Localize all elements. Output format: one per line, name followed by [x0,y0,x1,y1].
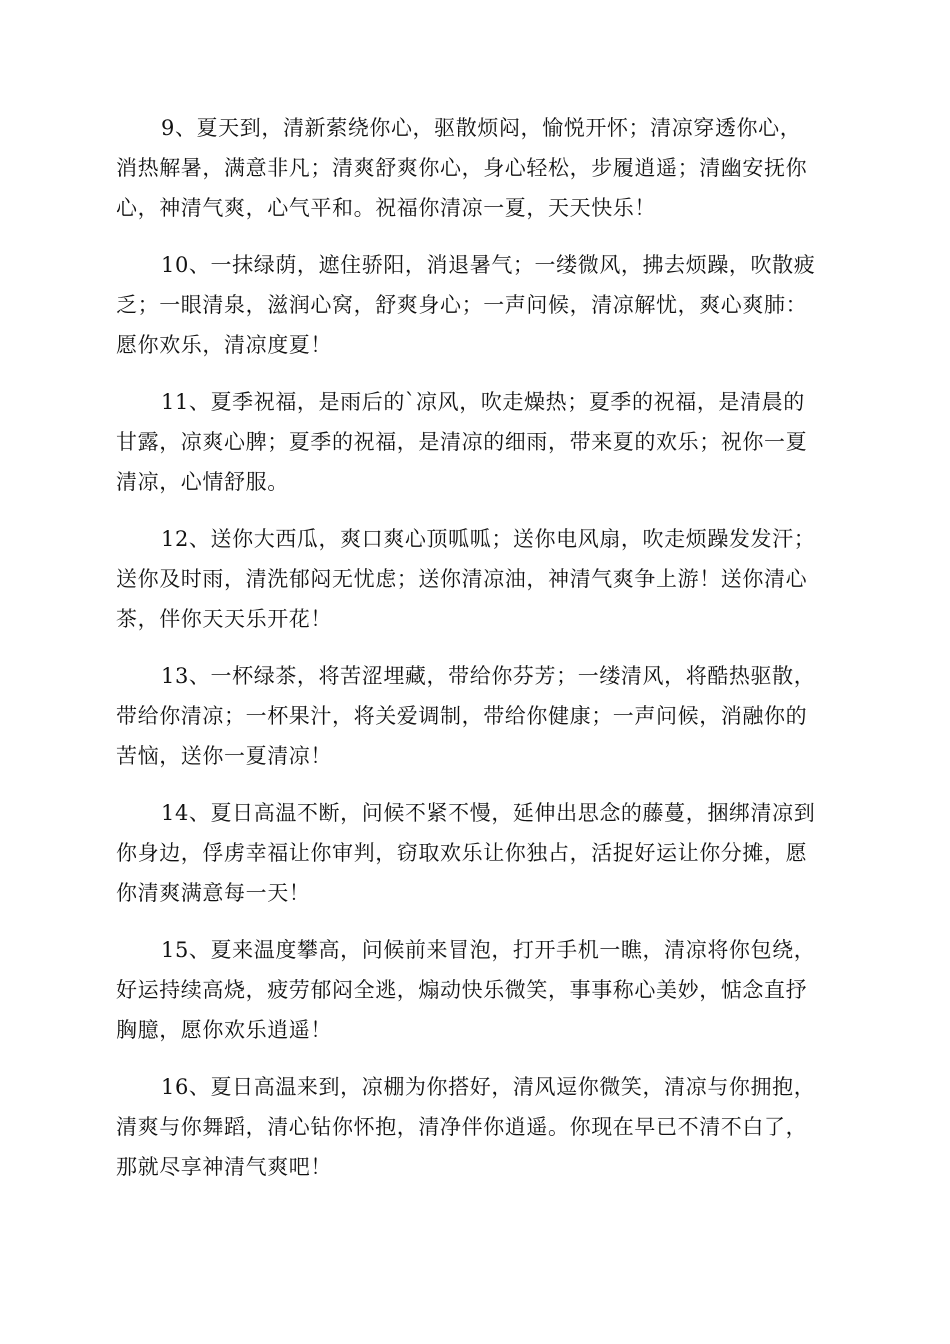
paragraph-line: 心，神清气爽，心气平和。祝福你清凉一夏，天天快乐！ [116,196,656,220]
paragraph-line: 带给你清凉；一杯果汁，将关爱调制，带给你健康；一声问候，消融你的 [116,704,808,728]
paragraph-line: 送你及时雨，清洗郁闷无忧虑；送你清凉油，神清气爽争上游！送你清心 [116,567,808,591]
paragraph-line: 12、送你大西瓜，爽口爽心顶呱呱；送你电风扇，吹走烦躁发发汗； [161,527,816,551]
paragraph-line: 13、一杯绿茶，将苦涩埋藏，带给你芬芳；一缕清风，将酷热驱散， [161,664,816,688]
paragraph-line: 甘露，凉爽心脾；夏季的祝福，是清凉的细雨，带来夏的欢乐；祝你一夏 [116,430,808,454]
paragraph-line: 苦恼，送你一夏清凉！ [116,744,332,768]
paragraph-line: 15、夏来温度攀高，问候前来冒泡，打开手机一瞧，清凉将你包绕， [161,938,816,962]
paragraph-line: 16、夏日高温来到，凉棚为你搭好，清风逗你微笑，清凉与你拥抱， [161,1075,816,1099]
blessing-paragraph-9 [116,108,836,228]
blessing-paragraph-14 [116,793,836,913]
paragraph-line: 清凉，心情舒服。 [116,470,289,494]
blessing-paragraph-12 [116,519,836,639]
paragraph-line: 胸臆，愿你欢乐逍遥！ [116,1018,332,1042]
paragraph-line: 消热解暑，满意非凡；清爽舒爽你心，身心轻松，步履逍遥；清幽安抚你 [116,156,808,180]
blessing-paragraph-10 [116,245,836,365]
paragraph-line: 那就尽享神清气爽吧！ [116,1155,332,1179]
paragraph-line: 你身边，俘虏幸福让你审判，窃取欢乐让你独占，活捉好运让你分摊，愿 [116,841,808,865]
paragraph-line: 14、夏日高温不断，问候不紧不慢，延伸出思念的藤蔓，捆绑清凉到 [161,801,816,825]
blessing-paragraph-16 [116,1067,836,1187]
paragraph-line: 9、夏天到，清新萦绕你心，驱散烦闷，愉悦开怀；清凉穿透你心， [161,116,802,140]
paragraph-line: 清爽与你舞蹈，清心钻你怀抱，清净伴你逍遥。你现在早已不清不白了， [116,1115,808,1139]
paragraph-line: 乏；一眼清泉，滋润心窝，舒爽身心；一声问候，清凉解忧，爽心爽肺： [116,293,808,317]
paragraph-line: 好运持续高烧，疲劳郁闷全逃，煽动快乐微笑，事事称心美妙，惦念直抒 [116,978,808,1002]
blessing-paragraph-13 [116,656,836,776]
paragraph-line: 你清爽满意每一天！ [116,881,311,905]
paragraph-line: 11、夏季祝福，是雨后的`凉风，吹走燥热；夏季的祝福，是清晨的 [161,390,805,414]
document-body [116,108,836,1204]
paragraph-line: 愿你欢乐，清凉度夏！ [116,333,332,357]
paragraph-line: 茶，伴你天天乐开花！ [116,607,332,631]
blessing-paragraph-15 [116,930,836,1050]
paragraph-line: 10、一抹绿荫，遮住骄阳，消退暑气；一缕微风，拂去烦躁，吹散疲 [161,253,816,277]
blessing-paragraph-11 [116,382,836,502]
